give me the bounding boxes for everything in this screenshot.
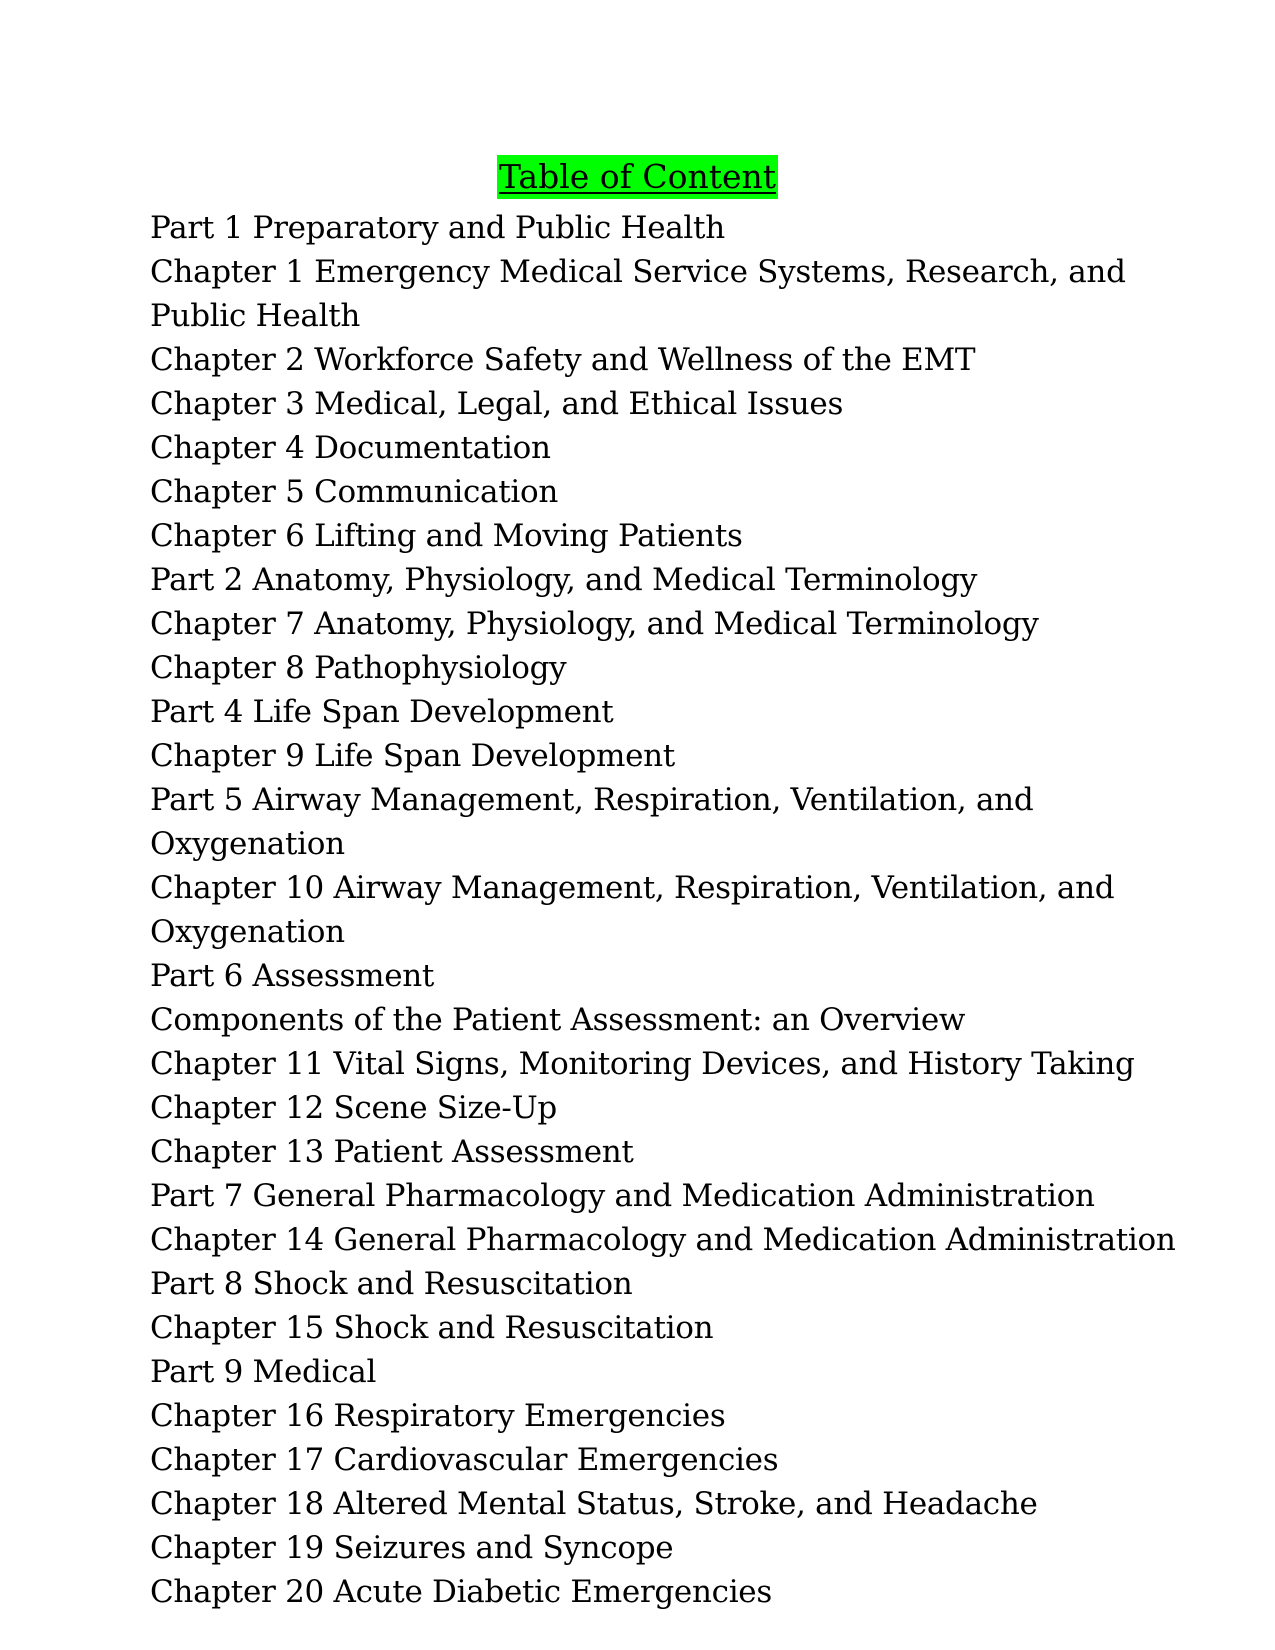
toc-entry: Chapter 9 Life Span Development bbox=[150, 738, 675, 774]
toc-entry: Chapter 13 Patient Assessment bbox=[150, 1134, 634, 1170]
toc-entry: Part 6 Assessment bbox=[150, 958, 435, 994]
toc-entry: Chapter 16 Respiratory Emergencies bbox=[150, 1398, 726, 1434]
toc-entry: Chapter 12 Scene Size-Up bbox=[150, 1090, 557, 1126]
toc-entry: Chapter 17 Cardiovascular Emergencies bbox=[150, 1442, 779, 1478]
toc-entry: Chapter 6 Lifting and Moving Patients bbox=[150, 518, 743, 554]
toc-entry: Public Health bbox=[150, 298, 361, 334]
toc-entry: Part 1 Preparatory and Public Health bbox=[150, 210, 725, 246]
toc-entry: Part 7 General Pharmacology and Medication Administration bbox=[150, 1178, 1095, 1214]
toc-entry: Chapter 20 Acute Diabetic Emergencies bbox=[150, 1574, 772, 1610]
toc-entry: Part 4 Life Span Development bbox=[150, 694, 614, 730]
toc-entry: Chapter 3 Medical, Legal, and Ethical Issues bbox=[150, 386, 844, 422]
toc-entry: Chapter 5 Communication bbox=[150, 474, 559, 510]
page-title: Table of Content bbox=[497, 155, 778, 199]
toc-entry: Part 2 Anatomy, Physiology, and Medical Terminology bbox=[150, 562, 978, 598]
toc-entry: Chapter 4 Documentation bbox=[150, 430, 551, 466]
toc-entry: Chapter 18 Altered Mental Status, Stroke, and Headache bbox=[150, 1486, 1038, 1522]
title-container bbox=[0, 155, 1275, 206]
toc-entry: Part 8 Shock and Resuscitation bbox=[150, 1266, 633, 1302]
toc-entry: Chapter 15 Shock and Resuscitation bbox=[150, 1310, 714, 1346]
toc-entry: Components of the Patient Assessment: an Overview bbox=[150, 1002, 966, 1038]
toc-entry: Part 9 Medical bbox=[150, 1354, 377, 1390]
toc-entry: Chapter 19 Seizures and Syncope bbox=[150, 1530, 674, 1566]
toc-entry: Chapter 8 Pathophysiology bbox=[150, 650, 567, 686]
toc-entry: Oxygenation bbox=[150, 826, 345, 862]
toc-entry: Chapter 7 Anatomy, Physiology, and Medical Terminology bbox=[150, 606, 1039, 642]
toc-entry: Chapter 11 Vital Signs, Monitoring Devices, and History Taking bbox=[150, 1046, 1135, 1082]
toc-entry: Part 5 Airway Management, Respiration, Ventilation, and bbox=[150, 782, 1034, 818]
toc-entry: Chapter 10 Airway Management, Respiration, Ventilation, and bbox=[150, 870, 1115, 906]
toc-entry: Oxygenation bbox=[150, 914, 345, 950]
toc-entry: Chapter 14 General Pharmacology and Medication Administration bbox=[150, 1222, 1176, 1258]
toc-entry: Chapter 1 Emergency Medical Service Systems, Research, and bbox=[150, 254, 1126, 290]
table-of-contents-list bbox=[150, 206, 1210, 1614]
toc-entry: Chapter 2 Workforce Safety and Wellness of the EMT bbox=[150, 342, 976, 378]
